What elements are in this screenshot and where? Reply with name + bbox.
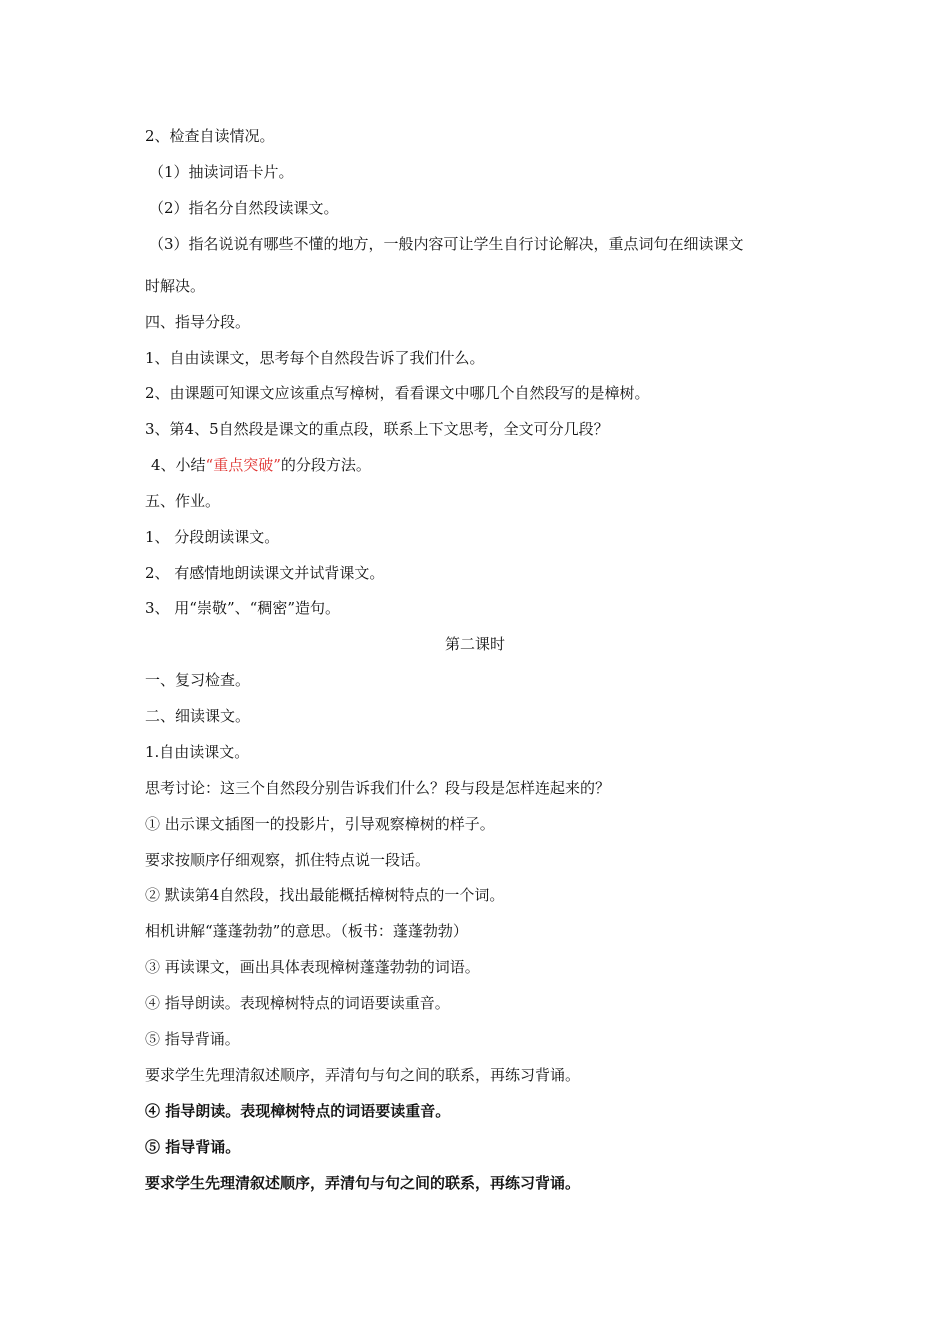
text-line: 相机讲解“蓬蓬勃勃”的意思。（板书：蓬蓬勃勃） <box>145 922 468 940</box>
text-line: ① 出示课文插图一的投影片，引导观察樟树的样子。 <box>145 815 495 833</box>
text-line: ③ 再读课文，画出具体表现樟树蓬蓬勃勃的词语。 <box>145 958 480 976</box>
text-line: 要求按顺序仔细观察，抓住特点说一段话。 <box>145 851 431 869</box>
text-line: 时解决。 <box>145 277 206 295</box>
section-heading: 四、指导分段。 <box>145 313 251 331</box>
text-line: （3）指名说说有哪些不懂的地方，一般内容可让学生自行讨论解决，重点词句在细读课文 <box>149 235 744 253</box>
bold-text-line: ⑤ 指导背诵。 <box>145 1138 241 1156</box>
text-line: 1、 分段朗读课文。 <box>145 528 280 546</box>
summary-line <box>151 455 371 475</box>
section-heading: 五、作业。 <box>145 492 221 510</box>
text-line: 1.自由读课文。 <box>145 743 250 761</box>
summary-prefix: 4、小结 <box>151 456 206 474</box>
lesson-title: 第二课时 <box>444 635 505 653</box>
text-line: （1）抽读词语卡片。 <box>149 163 294 181</box>
summary-suffix: 的分段方法。 <box>280 456 371 474</box>
text-line: （2）指名分自然段读课文。 <box>149 199 339 217</box>
highlight-text: “重点突破” <box>205 456 281 474</box>
text-line: ⑤ 指导背诵。 <box>145 1030 240 1048</box>
section-heading: 二、细读课文。 <box>145 707 251 725</box>
section-heading: 一、复习检查。 <box>145 671 251 689</box>
text-line: 2、由课题可知课文应该重点写樟树，看看课文中哪几个自然段写的是樟树。 <box>145 384 650 402</box>
text-line: ④ 指导朗读。表现樟树特点的词语要读重音。 <box>145 994 450 1012</box>
text-line: ② 默读第4自然段，找出最能概括樟树特点的一个词。 <box>145 886 505 904</box>
bold-text-line: ④ 指导朗读。表现樟树特点的词语要读重音。 <box>145 1102 451 1120</box>
text-line: 2、 有感情地朗读课文并试背课文。 <box>145 564 385 582</box>
text-line: 3、 用“崇敬”、“稠密”造句。 <box>145 599 340 617</box>
text-line: 要求学生先理清叙述顺序，弄清句与句之间的联系，再练习背诵。 <box>145 1066 581 1084</box>
bold-text-line: 要求学生先理清叙述顺序，弄清句与句之间的联系，再练习背诵。 <box>145 1174 581 1192</box>
text-line: 1、自由读课文，思考每个自然段告诉了我们什么。 <box>145 349 485 367</box>
text-line: 思考讨论：这三个自然段分别告诉我们什么？段与段是怎样连起来的？ <box>145 779 611 797</box>
text-line: 3、第4、5自然段是课文的重点段，联系上下文思考，全文可分几段？ <box>145 420 609 438</box>
text-line: 2、检查自读情况。 <box>145 127 275 145</box>
